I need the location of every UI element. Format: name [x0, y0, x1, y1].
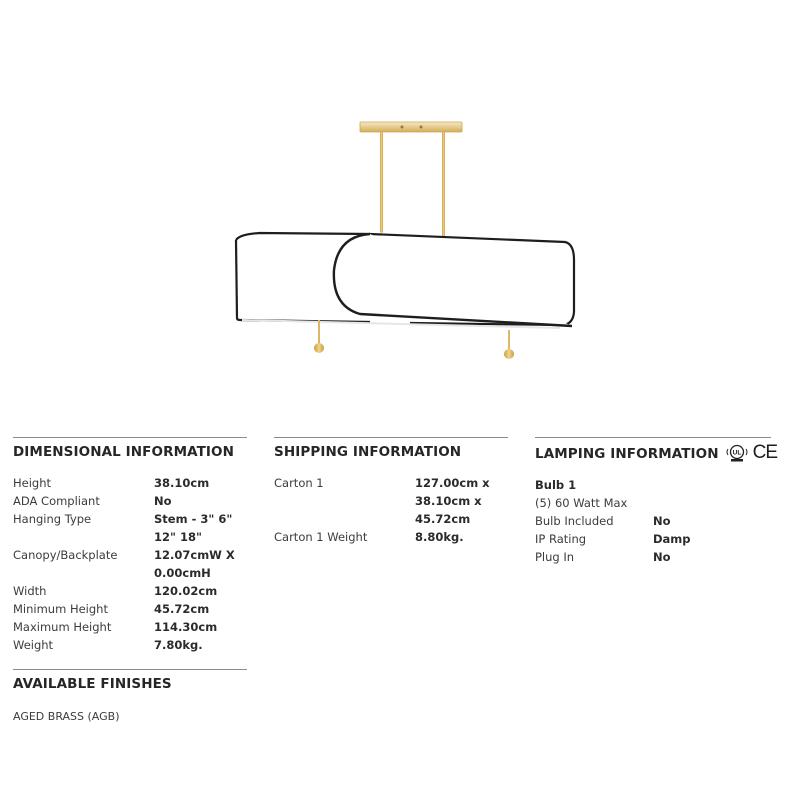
spec-value: 114.30cm [154, 620, 218, 634]
bulb-description: (5) 60 Watt Max [535, 496, 628, 510]
spec-row [13, 474, 247, 492]
bulb-title: Bulb 1 [535, 478, 577, 492]
spec-label: Maximum Height [13, 620, 112, 634]
spec-label: Carton 1 [274, 476, 324, 490]
finial-right [504, 349, 514, 359]
spec-row [13, 492, 247, 510]
spec-value: 12.07cmW X 0.00cmH [154, 548, 235, 580]
spec-label: Hanging Type [13, 512, 92, 526]
spec-row [13, 546, 247, 582]
spec-row [13, 600, 247, 618]
spec-value: No [653, 514, 671, 528]
section-title: DIMENSIONAL INFORMATION [13, 444, 235, 460]
spec-value: 45.72cm [154, 602, 210, 616]
finial-left [314, 343, 324, 353]
svg-text:UL: UL [732, 449, 741, 457]
stem-right [442, 132, 445, 244]
spec-row [274, 474, 508, 528]
spec-label: Carton 1 Weight [274, 530, 368, 544]
spec-value: 7.80kg. [154, 638, 203, 652]
spec-label: Bulb Included [535, 514, 614, 528]
certification-icons [725, 442, 777, 464]
spec-value: 127.00cm x 38.10cm x 45.72cm [415, 476, 490, 526]
spec-value: No [154, 494, 172, 508]
spec-row [535, 530, 771, 548]
spec-value: 120.02cm [154, 584, 218, 598]
spec-row [13, 510, 247, 546]
section-title: AVAILABLE FINISHES [13, 676, 172, 692]
spec-label: Height [13, 476, 52, 490]
spec-label: ADA Compliant [13, 494, 100, 508]
section-title: SHIPPING INFORMATION [274, 444, 462, 460]
spec-value: Damp [653, 532, 691, 546]
lamping-information-section [535, 437, 778, 566]
spec-label: Minimum Height [13, 602, 108, 616]
spec-row [13, 618, 247, 636]
finish-item: AGED BRASS (AGB) [13, 710, 120, 723]
ul-listed-icon [725, 444, 751, 462]
section-title: LAMPING INFORMATION [535, 446, 719, 462]
ce-mark-icon: CE [752, 442, 778, 463]
spec-value: Stem - 3" 6" 12" 18" [154, 512, 233, 544]
spec-row [274, 528, 508, 546]
spec-value: 38.10cm [154, 476, 210, 490]
spec-label: Width [13, 584, 47, 598]
lamping-title-row [535, 442, 778, 464]
spec-value: 8.80kg. [415, 530, 464, 544]
available-finishes-section [13, 669, 247, 723]
spec-label: Plug In [535, 550, 575, 564]
stem-left [380, 132, 383, 242]
spec-label: Weight [13, 638, 54, 652]
spec-row [13, 582, 247, 600]
spec-row [535, 512, 771, 530]
spec-row [13, 636, 247, 654]
spec-row [535, 548, 771, 566]
canopy [360, 122, 462, 132]
spec-label: Canopy/Backplate [13, 548, 118, 562]
pendant-light-illustration [220, 110, 590, 370]
spec-label: IP Rating [535, 532, 587, 546]
spec-value: No [653, 550, 671, 564]
product-image [220, 110, 590, 370]
dimensional-information-section [13, 437, 247, 654]
shipping-information-section [274, 437, 508, 546]
